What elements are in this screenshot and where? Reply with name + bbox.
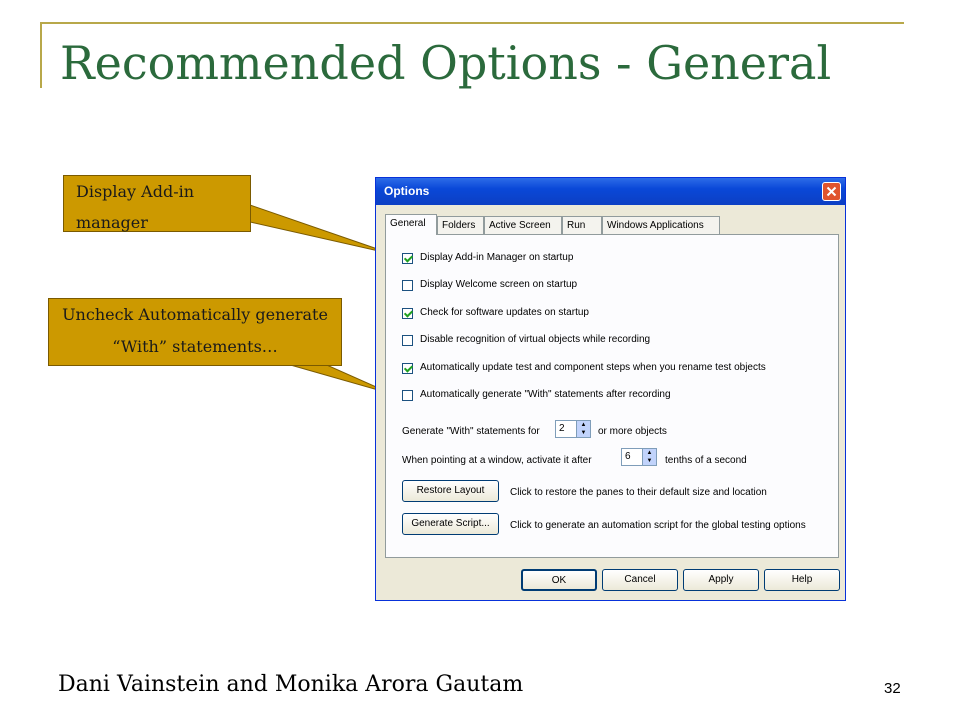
spin-down-icon[interactable]: ▼ (642, 457, 656, 465)
page-number: 32 (884, 680, 901, 697)
callout-1-line2: manager (76, 213, 148, 232)
apply-button[interactable]: Apply (683, 569, 759, 591)
callout-1-line1: Display Add-in (76, 182, 195, 201)
callout-2-line1: Uncheck Automatically generate (62, 305, 328, 324)
tab-general[interactable]: General (385, 214, 437, 235)
callout-uncheck-with (48, 298, 342, 366)
activate-window-suffix: tenths of a second (665, 455, 747, 466)
with-statements-suffix: or more objects (598, 426, 667, 437)
checkbox-label: Disable recognition of virtual objects while recording (420, 334, 651, 345)
close-button[interactable] (822, 182, 841, 201)
checkbox-label: Display Add-in Manager on startup (420, 252, 574, 263)
activate-window-spinner[interactable] (621, 448, 657, 466)
options-dialog (375, 177, 846, 601)
restore-layout-button[interactable]: Restore Layout (402, 480, 499, 502)
generate-script-button[interactable]: Generate Script... (402, 513, 499, 535)
checkbox-label: Automatically generate "With" statements after recording (420, 389, 671, 400)
cancel-button[interactable]: Cancel (602, 569, 678, 591)
slide-title: Recommended Options - General (60, 36, 832, 90)
spin-up-icon[interactable]: ▲ (576, 421, 590, 429)
checkbox-label: Check for software updates on startup (420, 307, 589, 318)
ok-button[interactable]: OK (521, 569, 597, 591)
activate-window-value: 6 (625, 451, 631, 462)
tab-run[interactable]: Run (562, 216, 602, 234)
footer-author: Dani Vainstein and Monika Arora Gautam (58, 672, 524, 697)
callout-1-pointer (250, 205, 392, 254)
tab-folders[interactable]: Folders (437, 216, 484, 234)
help-button[interactable]: Help (764, 569, 840, 591)
checkbox-disable-virtual-objects[interactable] (402, 335, 413, 346)
close-icon (823, 183, 840, 200)
checkbox-display-welcome[interactable] (402, 280, 413, 291)
callout-display-addin (63, 175, 251, 232)
checkbox-check-updates[interactable] (402, 308, 413, 319)
checkbox-display-addin-manager[interactable] (402, 253, 413, 264)
general-tab-panel (385, 234, 839, 558)
checkbox-label: Automatically update test and component steps when you rename test objects (420, 362, 766, 373)
spin-down-icon[interactable]: ▼ (576, 429, 590, 437)
with-statements-spinner[interactable] (555, 420, 591, 438)
dialog-titlebar[interactable] (376, 178, 845, 205)
generate-script-text: Click to generate an automation script for the global testing options (510, 520, 806, 531)
with-statements-value: 2 (559, 423, 565, 434)
tab-active-screen[interactable]: Active Screen (484, 216, 562, 234)
checkbox-auto-update-steps[interactable] (402, 363, 413, 374)
callout-2-line2: “With” statements… (112, 337, 278, 356)
checkbox-auto-generate-with[interactable] (402, 390, 413, 401)
tab-windows-applications[interactable]: Windows Applications (602, 216, 720, 234)
dialog-title: Options (384, 184, 430, 198)
checkbox-label: Display Welcome screen on startup (420, 279, 578, 290)
activate-window-prefix: When pointing at a window, activate it after (402, 455, 592, 466)
with-statements-prefix: Generate "With" statements for (402, 426, 540, 437)
spin-up-icon[interactable]: ▲ (642, 449, 656, 457)
restore-layout-text: Click to restore the panes to their default size and location (510, 487, 767, 498)
